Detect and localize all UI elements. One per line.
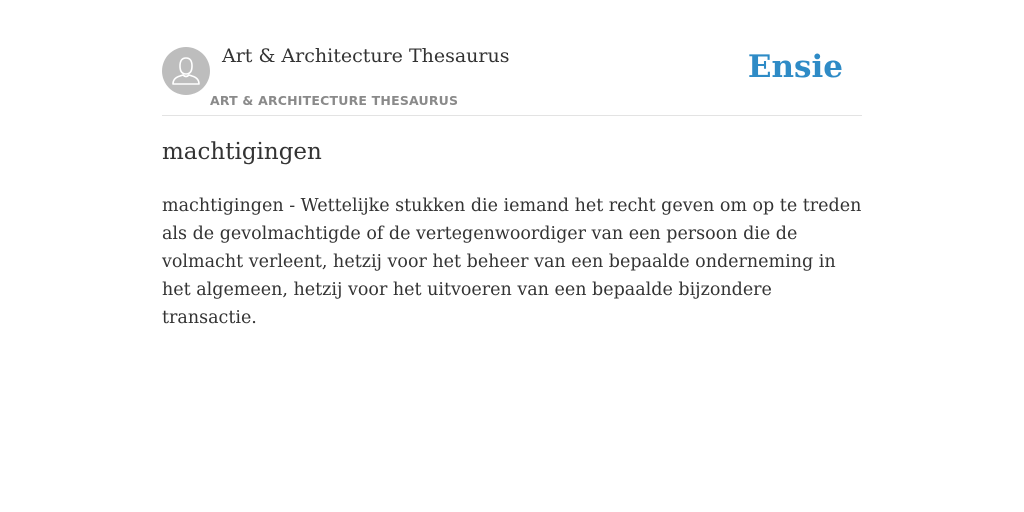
entry-title: machtigingen bbox=[162, 139, 322, 165]
avatar[interactable] bbox=[162, 47, 210, 95]
author-name[interactable]: Art & Architecture Thesaurus bbox=[222, 45, 510, 67]
brand-logo[interactable]: Ensie bbox=[747, 49, 843, 85]
source-label[interactable]: ART & ARCHITECTURE THESAURUS bbox=[210, 93, 459, 108]
user-icon bbox=[162, 47, 210, 95]
entry-definition: machtigingen - Wettelijke stukken die iemand het recht geven om op te treden als de gevolmachtigde of de vertegenwoordiger van een persoon die de volmacht verleent, hetzij voor het beheer van een bepaalde onderneming in het algemeen, hetzij voor het uitvoeren van een bepaalde bijzondere transactie. bbox=[162, 196, 862, 328]
entry-header bbox=[162, 0, 862, 116]
